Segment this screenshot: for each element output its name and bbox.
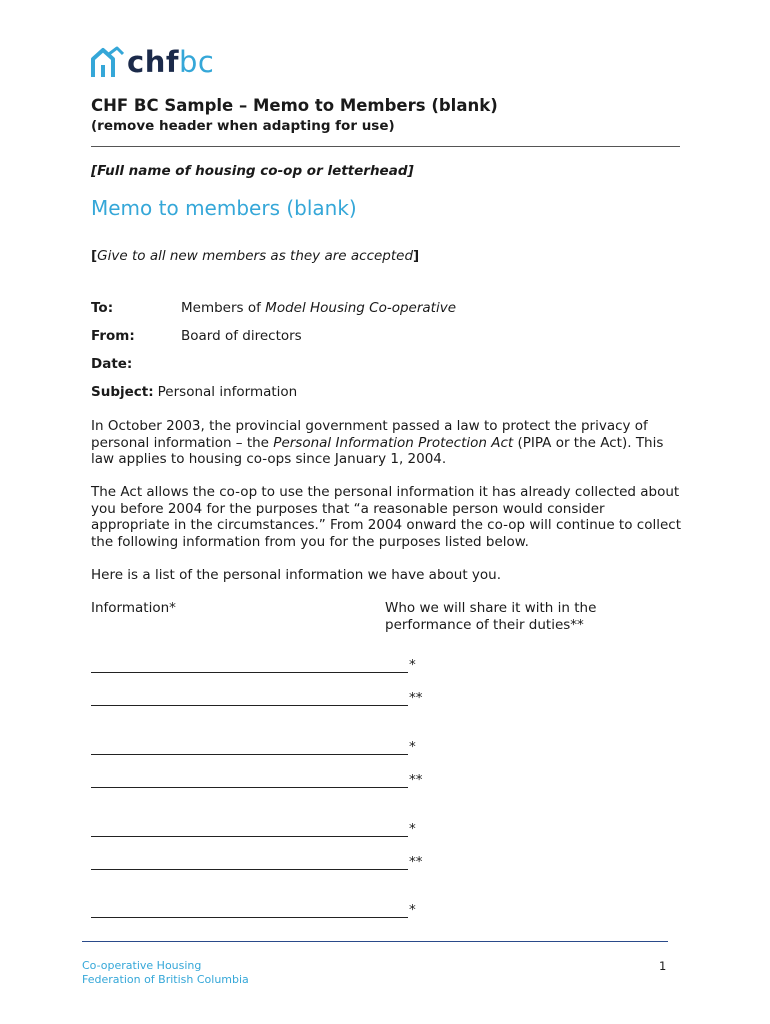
from-value: Board of directors (181, 328, 302, 344)
house-icon (90, 45, 124, 79)
to-prefix: Members of (181, 300, 266, 316)
bracket-close: ] (413, 248, 420, 264)
blank-line-rule[interactable] (91, 859, 408, 870)
act-name: Personal Information Protection Act (273, 434, 514, 451)
column-header-share-with: Who we will share it with in the performance of their duties** (385, 600, 597, 633)
from-label: From: (91, 328, 135, 344)
page-number: 1 (659, 959, 667, 973)
subject-label: Subject: (91, 384, 154, 400)
blank-line-marker: ** (409, 772, 423, 788)
subject-value: Personal information (157, 384, 298, 400)
logo-chf: chf (127, 45, 179, 79)
blank-line-marker: * (409, 739, 416, 755)
blank-line-rule[interactable] (91, 826, 408, 837)
footer-organization (82, 959, 249, 987)
paragraph-pipa-part1: In October 2003, the provincial government passed a law to protect the privacy of personal information – the (91, 418, 648, 451)
paragraph-act-allows: The Act allows the co-op to use the personal information it has already collected about you before 2004 for the purposes that “a reasonable person would consider appropriate in the circumstances.” From 2004 onward the co-op will continue to collect the following information from you for the purposes listed below. (91, 484, 681, 550)
blank-line-rule[interactable] (91, 744, 408, 755)
memo-heading: Memo to members (blank) (91, 196, 357, 220)
document-subtitle: (remove header when adapting for use) (91, 118, 395, 134)
paragraph-pipa (91, 418, 681, 468)
logo-bc: bc (178, 45, 215, 79)
blank-line[interactable] (91, 902, 416, 918)
blank-line[interactable] (91, 821, 416, 837)
blank-line[interactable] (91, 690, 423, 706)
date-label: Date: (91, 356, 133, 372)
instruction-note (91, 248, 419, 264)
blank-line-marker: * (409, 902, 416, 918)
footer-org-line1: Co-operative Housing (82, 959, 202, 972)
to-org: Model Housing Co-operative (265, 300, 457, 316)
blank-line-marker: * (409, 821, 416, 837)
blank-line-rule[interactable] (91, 907, 408, 918)
paragraph-list-intro: Here is a list of the personal information we have about you. (91, 567, 502, 583)
blank-line-marker: * (409, 657, 416, 673)
header-divider (91, 146, 680, 147)
date-field (91, 356, 132, 372)
chf-bc-logo (90, 45, 214, 79)
letterhead-placeholder: [Full name of housing co-op or letterhead] (91, 163, 414, 179)
blank-line[interactable] (91, 854, 423, 870)
blank-line[interactable] (91, 739, 416, 755)
from-field (91, 328, 302, 344)
blank-line-rule[interactable] (91, 662, 408, 673)
subject-field (91, 384, 297, 400)
blank-line-marker: ** (409, 854, 423, 870)
blank-line-rule[interactable] (91, 777, 408, 788)
footer-divider (82, 941, 668, 942)
column-header-information: Information* (91, 600, 176, 616)
blank-line[interactable] (91, 657, 416, 673)
footer-org-line2: Federation of British Columbia (82, 973, 249, 986)
blank-line-marker: ** (409, 690, 423, 706)
document-title: CHF BC Sample – Memo to Members (blank) (91, 96, 498, 115)
logo-wordmark (127, 45, 214, 79)
bracket-open: [ (91, 248, 98, 264)
to-label: To: (91, 300, 114, 316)
blank-line-rule[interactable] (91, 695, 408, 706)
paragraph-pipa-part2: (PIPA or the Act). This law applies to housing co-ops since January 1, 2004. (91, 434, 664, 467)
blank-line[interactable] (91, 772, 423, 788)
to-value (181, 300, 456, 316)
instruction-text: Give to all new members as they are accepted (97, 248, 414, 264)
to-field (91, 300, 457, 316)
